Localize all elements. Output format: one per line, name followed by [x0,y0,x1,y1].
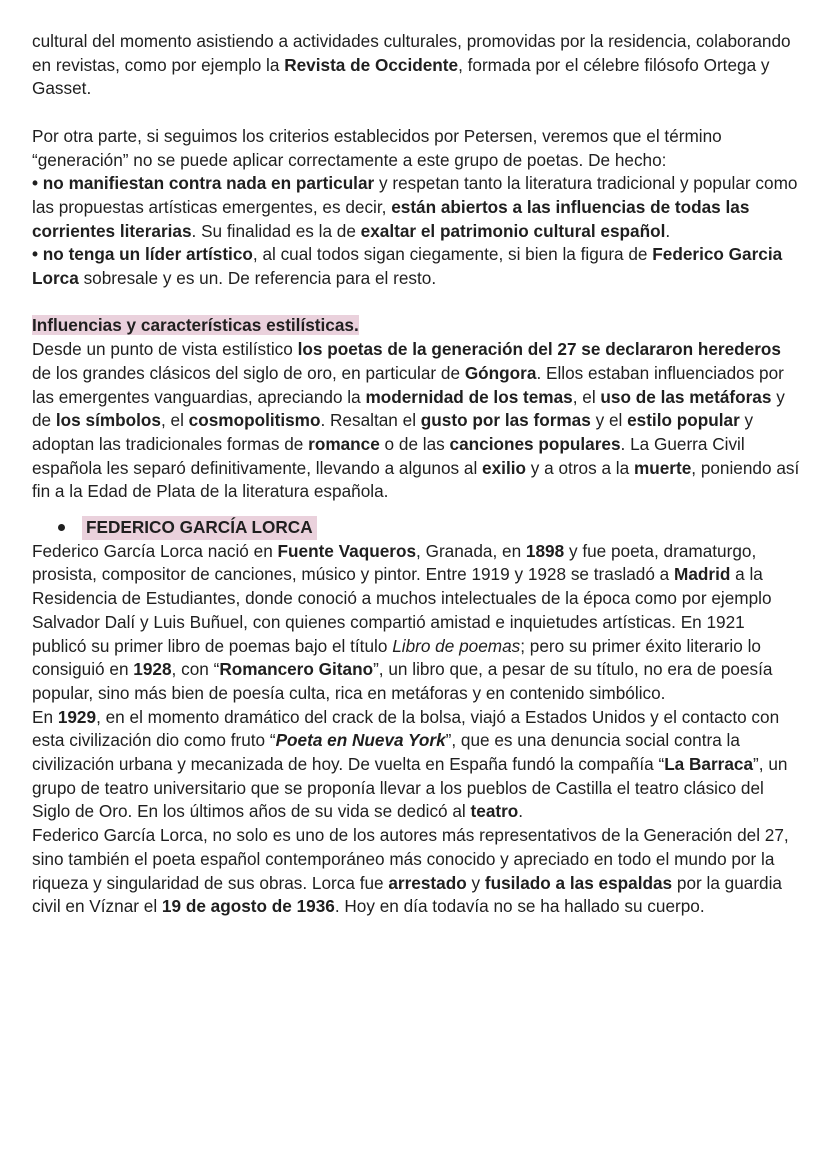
paragraph-gap [32,291,802,315]
bullet-point-2: • no tenga un líder artístico, al cual todos sigan ciegamente, si bien la figura de Federico Garcia Lorca sobresale y es un. De referencia para el resto. [32,244,783,289]
paragraph-lorca-1929: En 1929, en el momento dramático del crack de la bolsa, viajó a Estados Unidos y el contacto con esta civilización dio como fruto “Poeta en Nueva York”, que es una denuncia social contra la civilización urbana y mecanizada de hoy. De vuelta en España fundó la compañía “La Barraca”, un grupo de teatro universitario que se proponía llevar a los pueblos de Castilla el teatro clásico del Siglo de Oro. En los últimos años de su vida se dedicó al teatro. [32,706,788,822]
paragraph-petersen: Por otra parte, si seguimos los criterios establecidos por Petersen, veremos que el término “generación” no se puede aplicar correctamente a este grupo de poetas. De hecho: [32,125,722,170]
paragraph-gap [32,101,802,125]
bullet-dot-icon [58,524,65,531]
section-heading-lorca: FEDERICO GARCÍA LORCA [32,516,802,540]
paragraph-cultural-activities: cultural del momento asistiendo a actividades culturales, promovidas por la residencia, colaborando en revistas, como por ejemplo la Revista de Occidente, formada por el célebre filósofo Ortega y Gasset. [32,31,791,99]
bold-revista: Revista de Occidente [284,54,459,75]
paragraph-stylistic: Desde un punto de vista estilístico los poetas de la generación del 27 se declararon herederos de los grandes clásicos del siglo de oro, en particular de Góngora. Ellos estaban influenciados por las emergentes vanguardias, apreciando la modernidad de los temas, el uso de las metáforas y de los símbolos, el cosmopolitismo. Resaltan el gusto por las formas y el estilo popular y adoptan las tradicionales formas de romance o de las canciones populares. La Guerra Civil española les separó definitivamente, llevando a algunos al exilio y a otros a la muerte, poniendo así fin a la Edad de Plata de la literatura española. [32,339,800,502]
paragraph-lorca-bio: Federico García Lorca nació en Fuente Vaqueros, Granada, en 1898 y fue poeta, dramaturgo, prosista, compositor de canciones, músico y pintor. Entre 1919 y 1928 se trasladó a Madrid a la Residencia de Estudiantes, donde conoció a muchos intelectuales de la época como por ejemplo Salvador Dalí y Luis Buñuel, con quienes compartió amistad e inquietudes artísticas. En 1921 publicó su primer libro de poemas bajo el título Libro de poemas; pero su primer éxito literario lo consiguió en 1928, con “Romancero Gitano”, un libro que, a pesar de su título, no era de poesía popular, sino más bien de poesía culta, rica en metáforas y en contenido simbólico. [32,540,773,703]
bullet-point-1: • no manifiestan contra nada en particular y respetan tanto la literatura tradicional y popular como las propuestas artísticas emergentes, es decir, están abiertos a las influencias de todas las corrientes literarias. Su finalidad es la de exaltar el patrimonio cultural español. [32,173,798,241]
section-heading-influencias: Influencias y características estilísticas. [32,315,359,336]
paragraph-lorca-legacy: Federico García Lorca, no solo es uno de los autores más representativos de la Generación del 27, sino también el poeta español contemporáneo más conocido y apreciado en todo el mundo por la riqueza y singularidad de sus obras. Lorca fue arrestado y fusilado a las espaldas por la guardia civil en Víznar el 19 de agosto de 1936. Hoy en día todavía no se ha hallado su cuerpo. [32,825,789,917]
document-page [32,30,802,919]
